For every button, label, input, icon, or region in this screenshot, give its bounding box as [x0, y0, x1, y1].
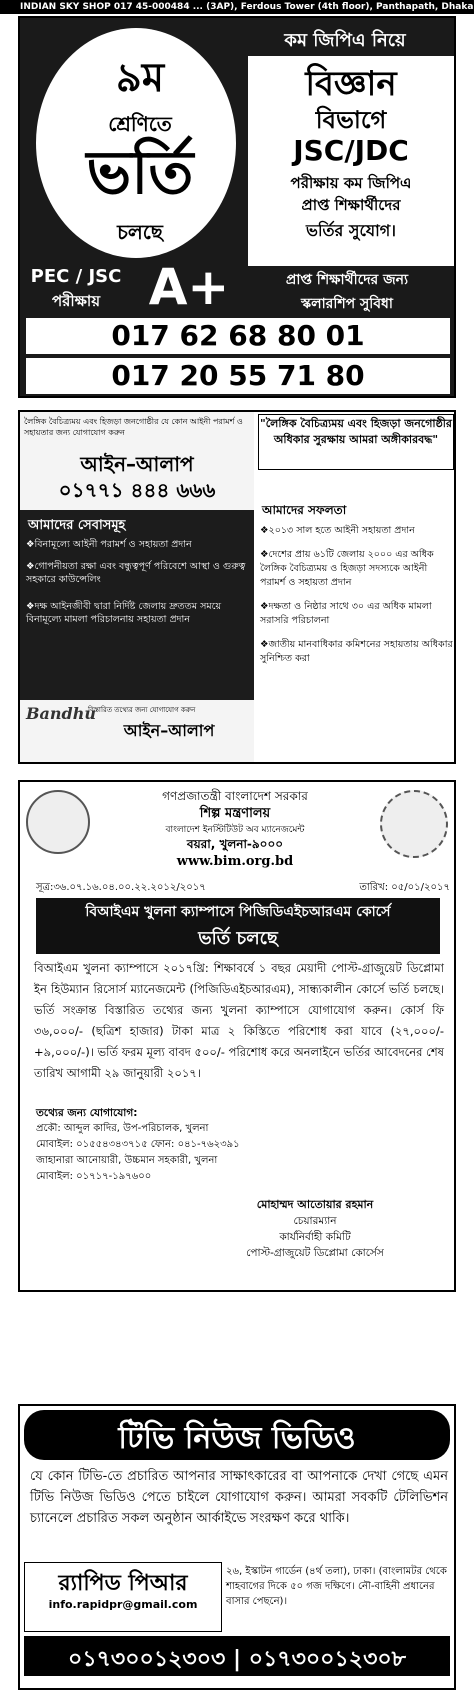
- contact-title: তথ্যের জন্য যোগাযোগ:: [36, 1107, 138, 1119]
- success-item: ❖ জাতীয় মানবাধিকার কমিশনের সহায়তায় অধিকার সুনিশ্চিত করা: [260, 638, 454, 666]
- low-gpa-label: কম জিপিএ নিয়ে: [284, 30, 406, 51]
- signatory-committee: কার্যনির্বাহী কমিটি: [279, 1231, 351, 1243]
- phone-numbers: ০১৭৩০০১২৩০৩ | ০১৭৩০০১২৩০৮: [68, 1647, 406, 1672]
- commitment-quote: "লৈঙ্গিক বৈচিত্র্যময় এবং হিজড়া জনগোষ্ঠীর অধিকার সুরক্ষায় আমরা অঙ্গীকারবদ্ধ": [260, 417, 452, 446]
- phone-number-1: 017 62 68 80 01: [26, 318, 450, 354]
- for-students-line: প্রাপ্ত শিক্ষার্থীদের জন্য: [285, 272, 409, 288]
- contact-line: জাহানারা আনোয়ারী, উচ্চমান সহকারী, খুলনা: [36, 1155, 218, 1166]
- science-label: বিজ্ঞান: [305, 64, 397, 104]
- notice-date: তারিখ: ০৫/০১/২০১৭: [359, 882, 450, 893]
- admission-heading: ভর্তি: [86, 138, 194, 208]
- institute-address: বয়রা, খুলনা-৯০০০: [186, 837, 284, 851]
- jsc-jdc-label: JSC/JDC: [293, 134, 409, 167]
- exam-label: পরীক্ষায়: [51, 292, 101, 310]
- brand-name: আইন–আলাপ: [80, 452, 194, 476]
- footer-brand: আইন–আলাপ: [123, 721, 215, 740]
- top-strip-text: INDIAN SKY SHOP 017 45-000484 ... (3AP), Ferdous Tower (4th floor), Panthapath, Dhaka: [0, 0, 474, 14]
- institute-name: বাংলাদেশ ইনস্টিটিউট অব ম্যানেজমেন্ট: [165, 825, 305, 835]
- contact-line: প্রকৌ: আব্দুল কাদির, উপ-পরিচালক, খুলনা: [36, 1123, 209, 1134]
- contact-line: মোবাইল: ০১৫৫৪৩৪৩৭১৫ ফোন: ০৪১-৭৬২৩৯১: [36, 1139, 240, 1150]
- service-item: ❖ বিনামূল্যে আইনী পরামর্শ ও সহায়তা প্রদান: [26, 538, 248, 551]
- service-item: ❖ গোপনীয়তা রক্ষা এবং বন্ধুত্বপূর্ণ পরিবেশে আস্থা ও গুরুত্ব সহকারে কাউন্সেলিং: [26, 560, 248, 586]
- office-address: ২৬, ইস্কাটন গার্ডেন (৪র্থ তলা), ঢাকা। (বাংলামটর থেকে শাহবাগের দিকে ৫০ গজ দক্ষিণে। নৌ-বাহিনী প্রধানের বাসার পেছনে)।: [226, 1566, 447, 1607]
- services-title: আমাদের সেবাসমূহ: [28, 518, 126, 533]
- website-link[interactable]: www.bim.org.bd: [176, 854, 294, 869]
- legal-aid-ad: [18, 410, 456, 764]
- success-item: ❖ দক্ষতা ও নিষ্ঠার সাথে ৩০ এর অধিক মামলা সরাসরি পরিচালনা: [260, 600, 454, 628]
- banner-line-1: বিআইএম খুলনা ক্যাম্পাসে পিজিডিএইচআরএম কোর্সে: [85, 904, 391, 920]
- government-seal-icon: [26, 790, 90, 854]
- hotline-number: ০১৭৭১ ৪৪৪ ৬৬৬: [58, 478, 216, 502]
- signatory-course: পোস্ট-গ্রাজুয়েট ডিপ্লোমা কোর্সেস: [246, 1247, 384, 1259]
- bim-logo-icon: [380, 790, 448, 858]
- ad-title: টিভি নিউজ ভিডিও: [118, 1421, 356, 1456]
- tv-news-video-ad: [18, 1404, 456, 1690]
- email-address[interactable]: info.rapidpr@gmail.com: [48, 1598, 198, 1611]
- grade-label: ৯ম: [115, 55, 165, 101]
- phone-number-2: 017 20 55 71 80: [26, 358, 450, 394]
- contact-line: মোবাইল: ০১৭১৭-১৯৭৬০০: [36, 1171, 152, 1182]
- class-label: শ্রেণিতে: [108, 112, 172, 136]
- bim-notice: [18, 780, 456, 1292]
- success-item: ❖ দেশের প্রায় ৬১টি জেলায় ২০০০ এর অধিক লৈঙ্গিক বৈচিত্র্যময় ও হিজড়া সদস্যকে আইনী পরামর্শ ও সহায়তা প্রদান: [260, 548, 454, 590]
- students-line: প্রাপ্ত শিক্ষার্থীদের: [301, 196, 401, 214]
- a-plus-label: A+: [148, 258, 230, 316]
- government-title: গণপ্রজাতন্ত্রী বাংলাদেশ সরকার: [162, 789, 308, 803]
- notice-body: বিআইএম খুলনা ক্যাম্পাসে ২০১৭খ্রি: শিক্ষাবর্ষে ১ বছর মেয়াদী পোস্ট-গ্রাজুয়েট ডিপ্লোমা ইন হিউম্যান রিসোর্স ম্যানেজমেন্ট (পিজিডিএইচআরএম), সান্ধ্যকালীন কোর্সে ভর্তি চলছে। ভর্তি সংক্রান্ত বিস্তারিত তথ্যের জন্য খুলনা ক্যাম্পাসে যোগাযোগ করুন। কোর্স ফি ৩৬,০০০/- (ছত্রিশ হাজার) টাকা মাত্র ২ কিস্তিতে পরিশোধ করা যাবে (২৭,০০০/-+৯,০০০/-)। ভর্তি ফরম মূল্য বাবদ ৫০০/- পরিশোধ করে অনলাইনে ভর্তির আবেদনের শেষ তারিখ আগামী ২৯ জানুয়ারী ২০১৭।: [34, 961, 444, 1080]
- success-title: আমাদের সফলতা: [262, 503, 347, 517]
- department-label: বিভাগে: [315, 106, 387, 134]
- exam-gpa-line: পরীক্ষায় কম জিপিএ: [290, 174, 412, 192]
- contact-intro: লৈঙ্গিক বৈচিত্র্যময় এবং হিজড়া জনগোষ্ঠীর যে কোন আইনী পরামর্শ ও সহায়তার জন্য যোগাযোগ করুন: [24, 417, 243, 437]
- pec-jsc-label: PEC / JSC: [30, 266, 122, 287]
- admission-ad-9m: [18, 16, 456, 398]
- details-note: বিস্তারিত তথ্যের জন্য যোগাযোগ করুন: [88, 706, 196, 714]
- signatory-name: মোহাম্মদ আতোয়ার রহমান: [256, 1198, 374, 1211]
- ministry-title: শিল্প মন্ত্রণালয়: [199, 806, 271, 821]
- banner-line-2: ভর্তি চলছে: [198, 928, 278, 949]
- ad-body: যে কোন টিভি-তে প্রচারিত আপনার সাক্ষাৎকারের বা আপনাকে দেখা গেছে এমন টিভি নিউজ ভিডিও পেতে চাইলে যোগাযোগ করুন। আমরা সবকটি টেলিভিশন চ্যানেলে প্রচারিত সকল অনুষ্ঠান আর্কাইভে সংরক্ষণ করে থাকি।: [30, 1469, 448, 1526]
- brand-name: র‍্যাপিড পিআর: [58, 1571, 188, 1596]
- bandhu-logo: Bandhu: [26, 704, 96, 723]
- reference-number: সূত্র:৩৬.০৭.১৬.০৪.০০.২২.২০১২/২০১৭: [36, 882, 206, 893]
- scholarship-line: স্কলারশিপ সুবিধা: [301, 296, 393, 312]
- ongoing-label: চলছে: [117, 220, 163, 244]
- opportunity-line: ভর্তির সুযোগ।: [306, 221, 396, 240]
- success-item: ❖ ২০১৩ সাল হতে আইনী সহায়তা প্রদান: [260, 524, 454, 538]
- signatory-title: চেয়ারম্যান: [293, 1215, 337, 1227]
- service-item: ❖ দক্ষ আইনজীবী দ্বারা নির্দিষ্ট জেলায় দ্রুততম সময়ে বিনামূল্যে মামলা পরিচালনায় সহায়তা প্রদান: [26, 600, 248, 626]
